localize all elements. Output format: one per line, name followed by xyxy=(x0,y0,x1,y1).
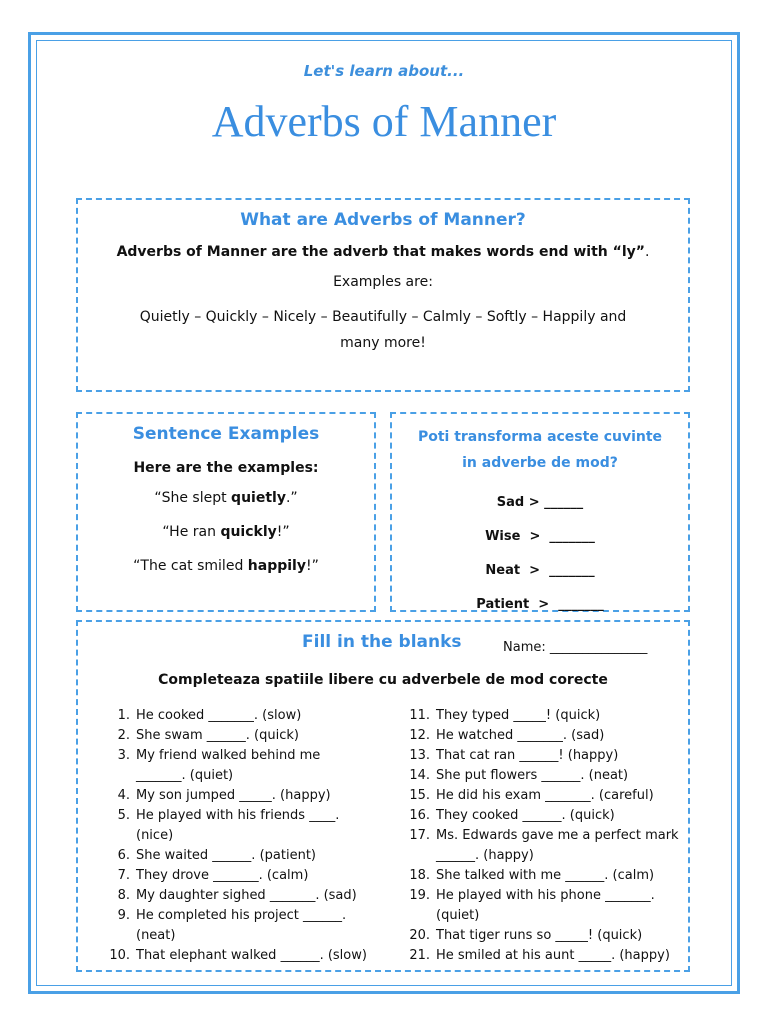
exercise-item xyxy=(108,746,378,766)
exercise-number: 9. xyxy=(117,908,130,923)
exercise-number: 16. xyxy=(409,808,430,823)
exercise-text: They drove _______. (calm) xyxy=(136,868,309,883)
exercise-item xyxy=(108,906,378,926)
exercise-item xyxy=(108,806,378,826)
fill-instruction: Completeaza spatiile libere cu adverbele de mod corecte xyxy=(158,672,608,688)
exercise-number: 1. xyxy=(117,708,130,723)
exercise-text: He played with his friends ____. xyxy=(136,808,340,823)
exercise-list-left xyxy=(108,706,378,966)
exercise-number: 7. xyxy=(117,868,130,883)
exercise-number: 3. xyxy=(117,748,130,763)
exercise-text: My son jumped _____. (happy) xyxy=(136,788,331,803)
exercise-item xyxy=(108,786,378,806)
exercise-text: They cooked ______. (quick) xyxy=(436,808,615,823)
transform-heading-line-2: in adverbe de mod? xyxy=(462,455,618,471)
exercise-item xyxy=(408,926,688,946)
exercise-item xyxy=(108,766,378,786)
fill-in-blanks-box xyxy=(76,620,690,972)
transform-heading-line-1: Poti transforma aceste cuvinte xyxy=(417,429,663,445)
exercise-item xyxy=(408,746,688,766)
sentence-examples-intro: Here are the examples: xyxy=(133,460,319,476)
exercise-text: He completed his project ______. xyxy=(136,908,347,923)
exercise-text: ______. (happy) xyxy=(436,848,534,863)
definition-text-line: Adverbs of Manner are the adverb that makes words end with “ly”. xyxy=(116,244,650,260)
sentence-examples-heading: Sentence Examples xyxy=(132,424,320,444)
exercise-text: (quiet) xyxy=(436,908,480,923)
exercise-text: He played with his phone _______. xyxy=(436,888,655,903)
fill-in-blanks-heading: Fill in the blanks xyxy=(302,632,462,652)
exercise-item xyxy=(408,706,688,726)
exercise-text: That cat ran ______! (happy) xyxy=(436,748,619,763)
transform-item: Wise > _______ xyxy=(485,529,595,544)
exercise-item xyxy=(108,826,378,846)
examples-line-2: many more! xyxy=(340,335,426,351)
exercise-number: 14. xyxy=(409,768,430,783)
exercise-text: My friend walked behind me xyxy=(136,748,321,763)
exercise-item xyxy=(108,926,378,946)
definition-text: Adverbs of Manner are the adverb that makes words end with “ly” xyxy=(116,244,645,260)
exercise-number: 5. xyxy=(117,808,130,823)
exercise-item xyxy=(408,806,688,826)
exercise-number: 2. xyxy=(117,728,130,743)
exercise-number: 19. xyxy=(409,888,430,903)
exercise-text: (neat) xyxy=(136,928,176,943)
transform-item: Sad > ______ xyxy=(496,495,584,510)
exercise-item xyxy=(408,726,688,746)
exercise-number xyxy=(408,846,436,866)
exercise-number: 15. xyxy=(409,788,430,803)
exercise-item xyxy=(108,886,378,906)
examples-label: Examples are: xyxy=(333,274,433,290)
definition-heading: What are Adverbs of Manner? xyxy=(240,210,526,230)
exercise-text: He smiled at his aunt _____. (happy) xyxy=(436,948,670,963)
exercise-item xyxy=(408,946,688,966)
exercise-item xyxy=(408,866,688,886)
page-subtitle: Let's learn about... xyxy=(303,62,465,80)
exercise-number: 21. xyxy=(409,948,430,963)
exercise-number: 6. xyxy=(117,848,130,863)
transform-list xyxy=(392,486,688,622)
sentence-examples-box xyxy=(76,412,376,612)
exercise-text: She swam ______. (quick) xyxy=(136,728,299,743)
transform-item: Patient > _______ xyxy=(476,597,604,612)
exercise-number: 17. xyxy=(409,828,430,843)
transform-heading xyxy=(392,424,688,476)
exercise-number: 4. xyxy=(117,788,130,803)
exercise-number xyxy=(408,906,436,926)
exercise-text: He watched _______. (sad) xyxy=(436,728,605,743)
exercise-number: 13. xyxy=(409,748,430,763)
exercise-text: She waited ______. (patient) xyxy=(136,848,316,863)
exercise-text: (nice) xyxy=(136,828,174,843)
examples-list xyxy=(78,304,688,356)
exercise-text: That elephant walked ______. (slow) xyxy=(136,948,367,963)
exercise-text: _______. (quiet) xyxy=(136,768,234,783)
sentence-example-2: “He ran quickly!” xyxy=(162,524,290,540)
transform-item: Neat > _______ xyxy=(485,563,595,578)
exercise-number xyxy=(108,926,136,946)
exercise-text: My daughter sighed _______. (sad) xyxy=(136,888,357,903)
exercise-number: 20. xyxy=(409,928,430,943)
exercise-item xyxy=(408,846,688,866)
exercise-item xyxy=(108,726,378,746)
exercise-number xyxy=(108,766,136,786)
exercise-item xyxy=(408,826,688,846)
exercise-number: 18. xyxy=(409,868,430,883)
exercise-number: 12. xyxy=(409,728,430,743)
exercise-text: That tiger runs so _____! (quick) xyxy=(436,928,643,943)
page-title: Adverbs of Manner xyxy=(211,97,557,146)
transform-box xyxy=(390,412,690,612)
exercise-text: They typed _____! (quick) xyxy=(436,708,601,723)
exercise-item xyxy=(408,766,688,786)
exercise-number xyxy=(108,826,136,846)
exercise-item xyxy=(108,946,378,966)
exercise-item xyxy=(408,786,688,806)
exercise-item xyxy=(108,706,378,726)
sentence-example-1: “She slept quietly.” xyxy=(154,490,298,506)
exercise-item xyxy=(408,886,688,906)
exercise-text: She talked with me ______. (calm) xyxy=(436,868,655,883)
name-field: Name: _______________ xyxy=(503,640,648,655)
exercise-item xyxy=(408,906,688,926)
exercise-number: 10. xyxy=(109,948,130,963)
exercise-text: He cooked _______. (slow) xyxy=(136,708,302,723)
examples-line-1: Quietly – Quickly – Nicely – Beautifully – Calmly – Softly – Happily and xyxy=(139,309,627,325)
exercise-text: She put flowers ______. (neat) xyxy=(436,768,629,783)
exercise-item xyxy=(108,866,378,886)
exercise-list-right xyxy=(408,706,688,966)
exercise-text: Ms. Edwards gave me a perfect mark xyxy=(436,828,679,843)
exercise-text: He did his exam _______. (careful) xyxy=(436,788,654,803)
exercise-number: 8. xyxy=(117,888,130,903)
exercise-number: 11. xyxy=(409,708,430,723)
exercise-item xyxy=(108,846,378,866)
definition-box xyxy=(76,198,690,392)
sentence-example-3: “The cat smiled happily!” xyxy=(133,558,319,574)
